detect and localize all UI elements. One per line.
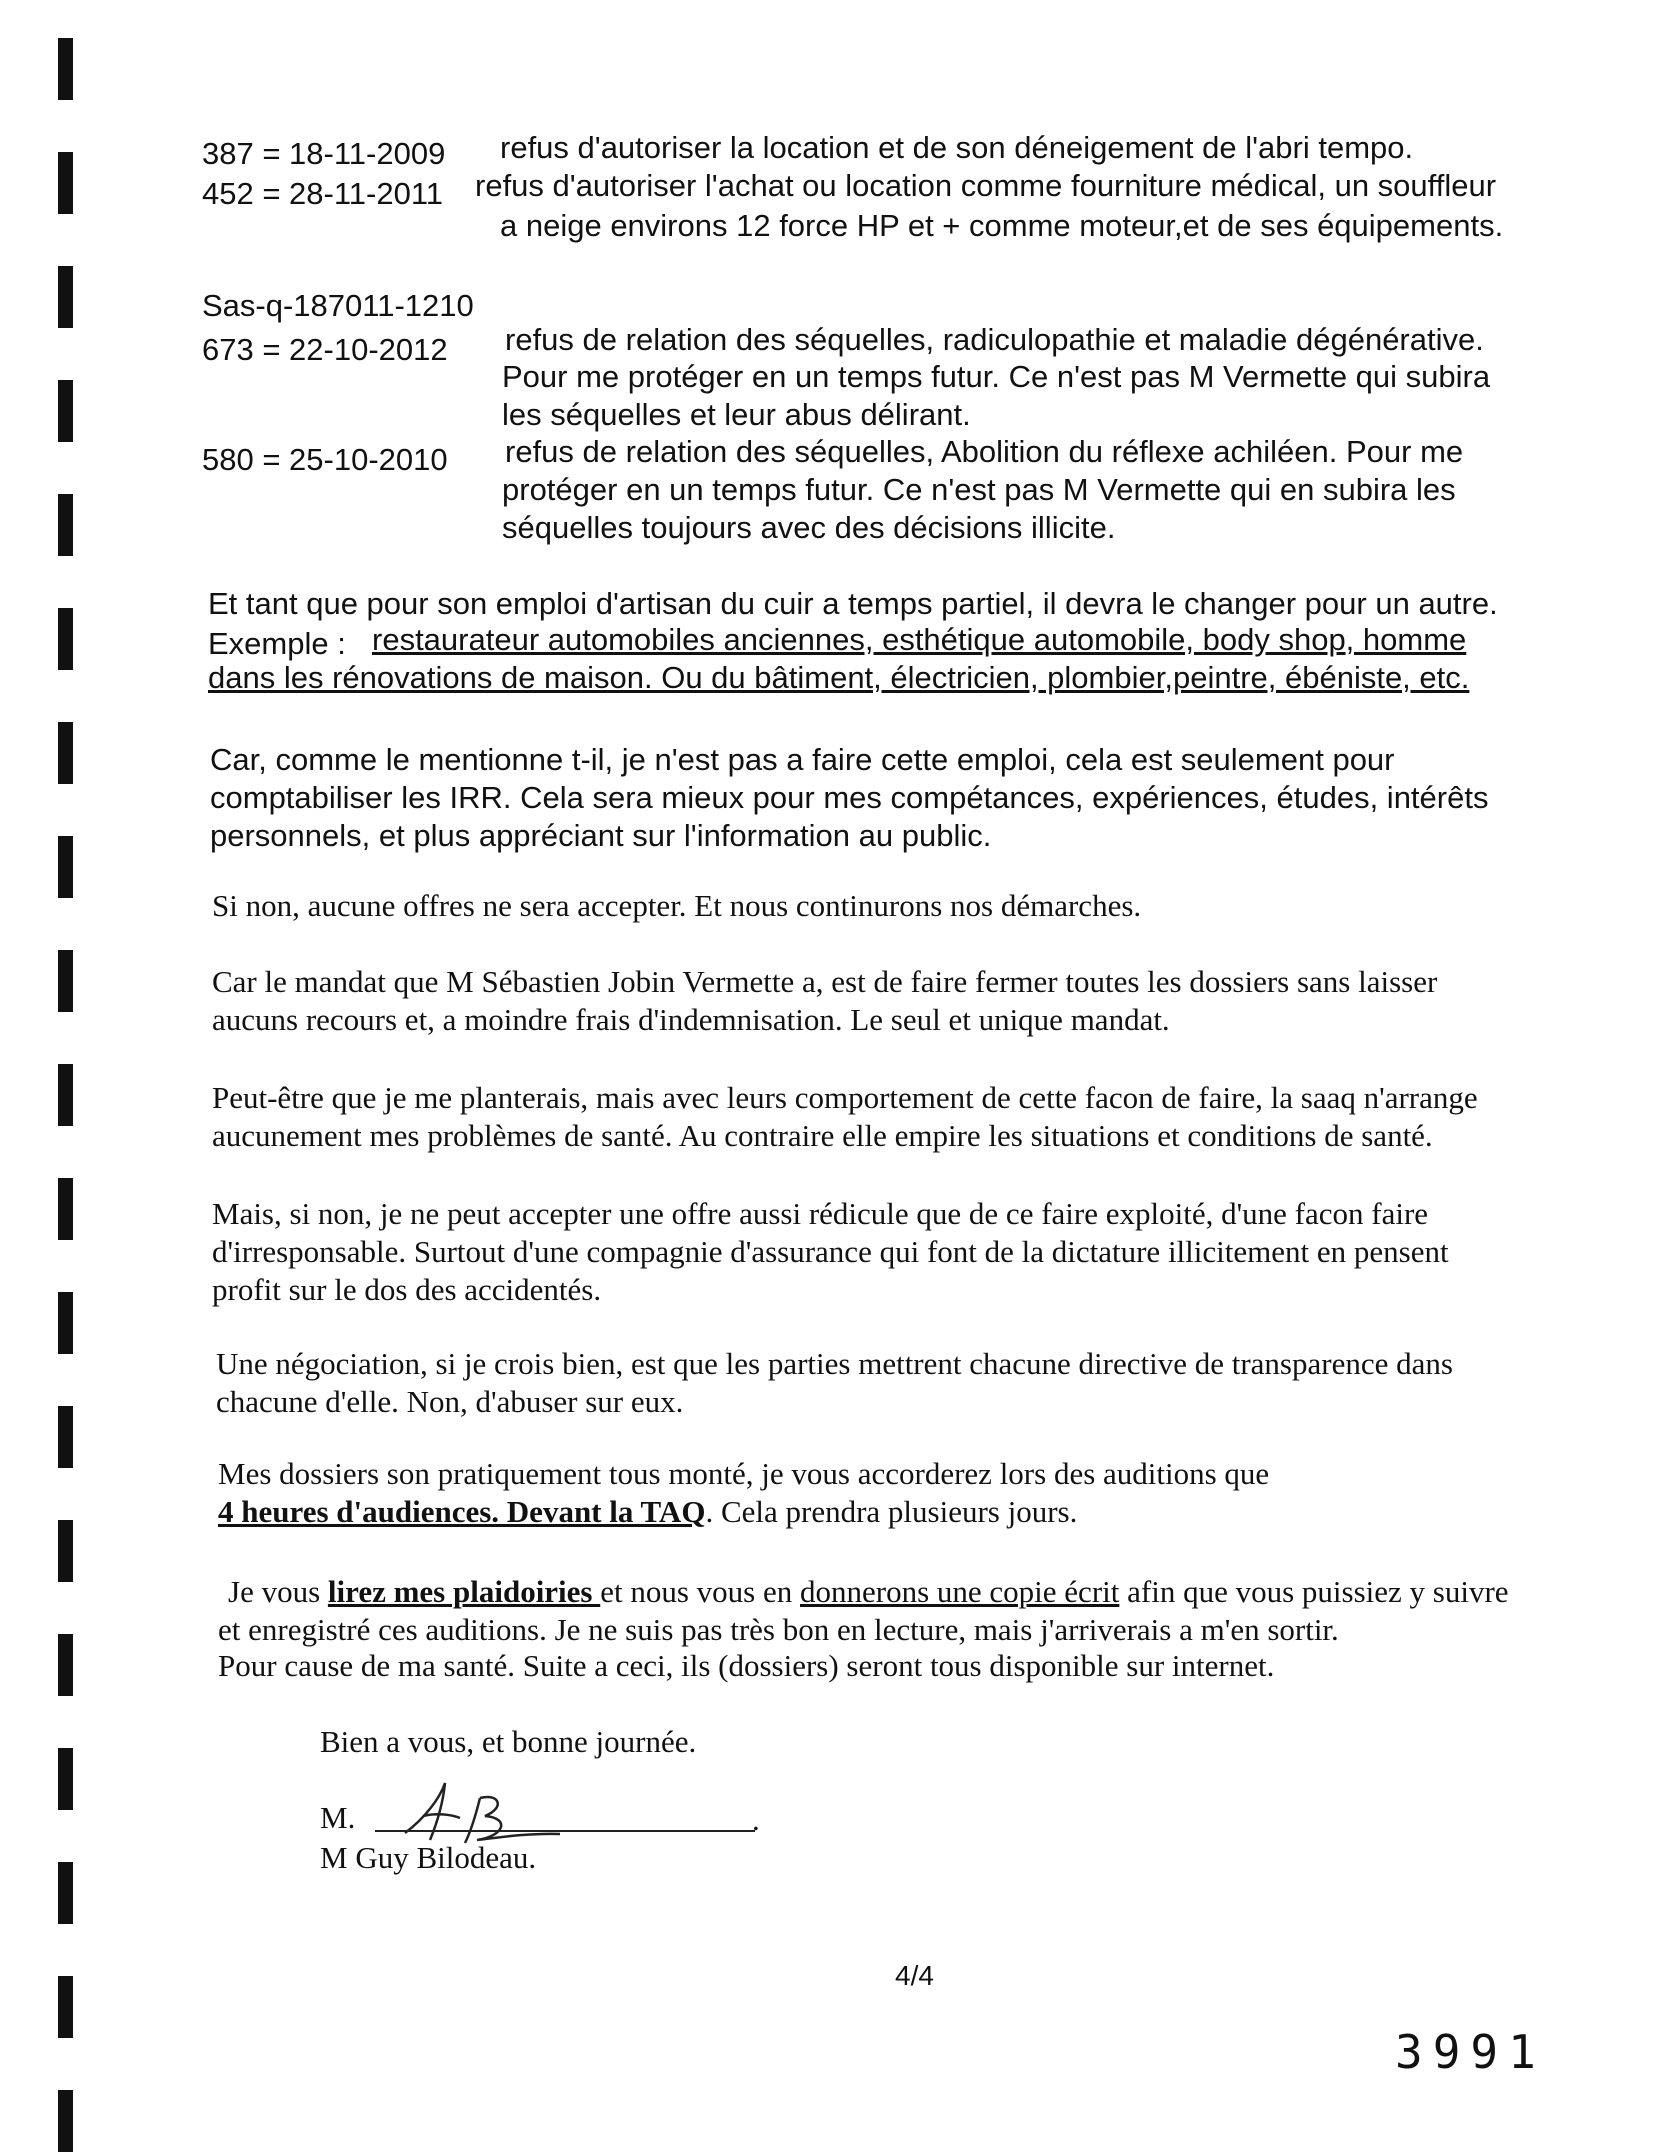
paragraph-line: aucunement mes problèmes de santé. Au contraire elle empire les situations et conditions de santé. (212, 1118, 1433, 1153)
paragraph-line: aucuns recours et, a moindre frais d'indemnisation. Le seul et unique mandat. (212, 1002, 1170, 1037)
employment-line: Et tant que pour son emploi d'artisan du cuir a temps partiel, il devra le changer pour un autre. (208, 586, 1498, 621)
decision-code: 673 = 22-10-2012 (202, 332, 448, 367)
hearing-duration-emphasis: 4 heures d'audiences. Devant la TAQ (218, 1494, 706, 1529)
example-label: Exemple : (208, 626, 346, 661)
paragraph-line: Peut-être que je me planterais, mais avec leurs comportement de cette facon de faire, la saaq n'arrange (212, 1080, 1478, 1115)
signature-line (375, 1830, 755, 1832)
paragraph-line: Une négociation, si je crois bien, est que les parties mettrent chacune directive de transparence dans (216, 1346, 1453, 1381)
decision-text: refus d'autoriser la location et de son déneigement de l'abri tempo. (500, 130, 1414, 165)
decision-code: 580 = 25-10-2010 (202, 442, 448, 477)
decision-text: protéger en un temps futur. Ce n'est pas M Vermette qui en subira les (502, 472, 1456, 507)
signer-name: M Guy Bilodeau. (320, 1840, 537, 1875)
paragraph-line: chacune d'elle. Non, d'abuser sur eux. (216, 1384, 684, 1419)
signature-prefix: M. (320, 1800, 356, 1835)
paragraph-line (218, 1492, 1077, 1532)
paragraph-line: d'irresponsable. Surtout d'une compagnie d'assurance qui font de la dictature illicitement en pensent (212, 1234, 1449, 1269)
closing-salutation: Bien a vous, et bonne journée. (320, 1724, 697, 1759)
text-run: Je vous (228, 1574, 328, 1609)
paragraph-line: personnels, et plus appréciant sur l'information au public. (210, 818, 992, 853)
paragraph-sinon: Si non, aucune offres ne sera accepter. Et nous continurons nos démarches. (212, 888, 1142, 923)
text-run: et nous vous en (600, 1574, 801, 1609)
file-reference: Sas-q-187011-1210 (202, 288, 474, 323)
decision-text: séquelles toujours avec des décisions illicite. (502, 510, 1116, 545)
decision-text: refus d'autoriser l'achat ou location comme fourniture médical, un souffleur (475, 168, 1497, 203)
decision-text: a neige environs 12 force HP et + comme moteur,et de ses équipements. (500, 208, 1504, 243)
decision-code: 387 = 18-11-2009 (202, 136, 446, 171)
text-run: afin que vous puissiez y suivre (1119, 1574, 1509, 1609)
paragraph-line: et enregistré ces auditions. Je ne suis pas très bon en lecture, mais j'arriverais a m'en sortir. (218, 1612, 1339, 1647)
paragraph-line: Car, comme le mentionne t-il, je n'est pas a faire cette emploi, cela est seulement pour (210, 742, 1395, 777)
stamp-number: 3991 (1395, 2025, 1546, 2079)
example-list: restaurateur automobiles anciennes, esthétique automobile, body shop, homme (372, 622, 1467, 657)
plaidoiries-emphasis: lirez mes plaidoiries (327, 1574, 601, 1609)
decision-text: Pour me protéger en un temps futur. Ce n'est pas M Vermette qui subira (502, 359, 1491, 394)
signature-dot: . (752, 1802, 760, 1837)
paragraph-line: comptabiliser les IRR. Cela sera mieux pour mes compétances, expériences, études, intérêts (210, 780, 1489, 815)
decision-text: les séquelles et leur abus délirant. (502, 397, 971, 432)
text-run: . Cela prendra plusieurs jours. (705, 1494, 1078, 1529)
copy-emphasis: donnerons une copie écrit (800, 1574, 1120, 1609)
paragraph-line: Car le mandat que M Sébastien Jobin Vermette a, est de faire fermer toutes les dossiers sans laisser (212, 964, 1438, 999)
page-number: 4/4 (895, 1960, 934, 1991)
paragraph-line: Mes dossiers son pratiquement tous monté, je vous accorderez lors des auditions que (218, 1456, 1270, 1491)
example-list: dans les rénovations de maison. Ou du bâtiment, électricien, plombier,peintre, ébéniste, etc. (208, 660, 1470, 695)
scan-margin-marks (58, 0, 88, 2153)
paragraph-line: Pour cause de ma santé. Suite a ceci, ils (dossiers) seront tous disponible sur internet. (218, 1648, 1275, 1683)
decision-text: refus de relation des séquelles, radiculopathie et maladie dégénérative. (505, 322, 1484, 357)
decision-text: refus de relation des séquelles, Abolition du réflexe achiléen. Pour me (505, 434, 1464, 469)
paragraph-line: profit sur le dos des accidentés. (212, 1272, 602, 1307)
paragraph-line (228, 1572, 1509, 1612)
paragraph-line: Mais, si non, je ne peut accepter une offre aussi rédicule que de ce faire exploité, d'une facon faire (212, 1196, 1429, 1231)
decision-code: 452 = 28-11-2011 (202, 176, 444, 211)
